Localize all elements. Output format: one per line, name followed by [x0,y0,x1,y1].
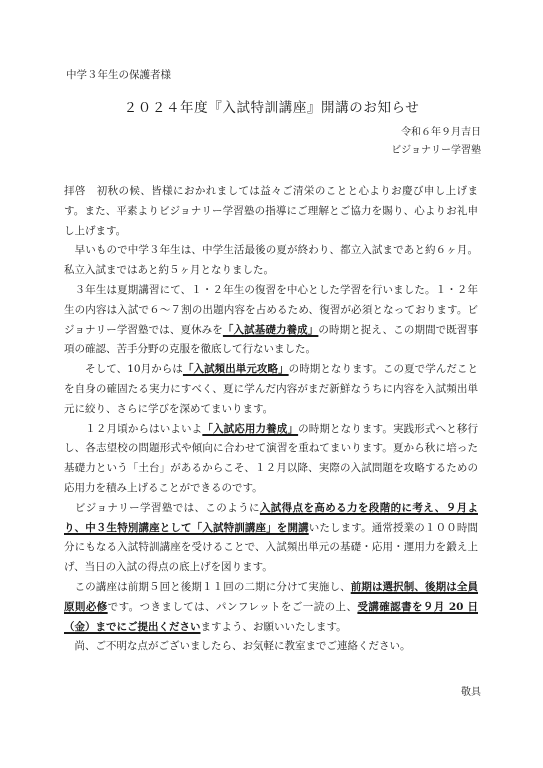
highlight-required: 前期は選択制、後期は全員原則必修 [64,580,479,613]
paragraph-summer [64,281,478,360]
text: の時期と捉え、この期間で既習事項の確認、苦手分野の克服を徹底して行ないました。 [64,323,479,356]
addressee: 中学３年生の保護者様 [66,69,171,81]
text: この講座は前期５回と後期１１回の二期に分けて実施し、 [64,580,351,593]
issue-date: 令和６年９月吉日 [401,127,481,138]
highlight-frequent: 「入試頻出単元攻略」 [182,363,289,376]
paragraph-course [64,499,478,578]
text: いたします。通常授業の１００時間分にもなる入試特訓講座を受けることで、入試頻出単元の基礎・応用・運用力を鍛え上げ、当日の入試の得点の底上げを図ります。 [64,521,478,574]
highlight-basic: 「入試基礎力養成」 [222,323,319,336]
text: の時期となります。実践形式へと移行し、各志望校の問題形式や傾向に合わせて演習を重ねてまいります。夏から秋に培った基礎力という「土台」があるからこそ、１２月以降、実際の入試問題を攻略するための応用力を積み上げることができるのです。 [64,422,478,494]
highlight-applied: 「入試応用力養成」 [202,422,299,435]
document-title: ２０２４年度『入試特訓講座』開講のお知らせ [123,100,420,116]
text: １２月頃からはいよいよ [64,422,203,435]
text: ビジョナリー学習塾では、このように [64,501,260,514]
paragraph-schedule [64,578,478,637]
highlight-deadline: 受講確認書を９月 20 日（金）までにご提出ください [64,600,478,633]
text: の時期となります。この夏で学んだことを自身の確固たる実力にすべく、夏に学んだ内容がまだ新鮮なうちに内容を入試頻出単元に絞り、さらに学びを深めてまいります。 [64,363,478,415]
greeting-paragraph: 拝啓 初秋の候、皆様におかれましては益々ご清栄のことと心よりお慶び申し上げます。また、平素よりビジョナリー学習塾の指導にご理解とご協力を賜り、心よりお礼申し上げます。 [64,185,478,237]
text: です。つきましては、パンフレットをご一読の上、 [107,600,358,613]
organization-name: ビジョナリー学習塾 [391,145,481,156]
text: ３年生は夏期講習にて、１・２年生の復習を中心とした学習を行いました。１・２年生の内容は入試で６～７割の出題内容を占めるため、復習が必須となっております。ビジョナリー学習塾では、夏休みを [64,283,478,336]
paragraph-october [64,360,478,419]
letter-body [64,182,478,657]
paragraph-contact: 尚、ご不明な点がございましたら、お気軽に教室までご連絡ください。 [64,640,411,653]
closing-remark: 敬具 [461,687,481,698]
text: ますよう、お願いいたします。 [200,620,347,633]
highlight-course-open: 入試得点を高める力を段階的に考え、９月より、中３生特別講座として「入試特訓講座」を開講 [64,501,478,534]
paragraph-december [64,420,478,499]
text: そして、10月からは [64,363,183,376]
paragraph-timeline: 早いもので中学３年生は、中学生活最後の夏が終わり、都立入試まであと約６ヶ月。私立入試まではあと約５ヶ月となりました。 [64,244,478,277]
